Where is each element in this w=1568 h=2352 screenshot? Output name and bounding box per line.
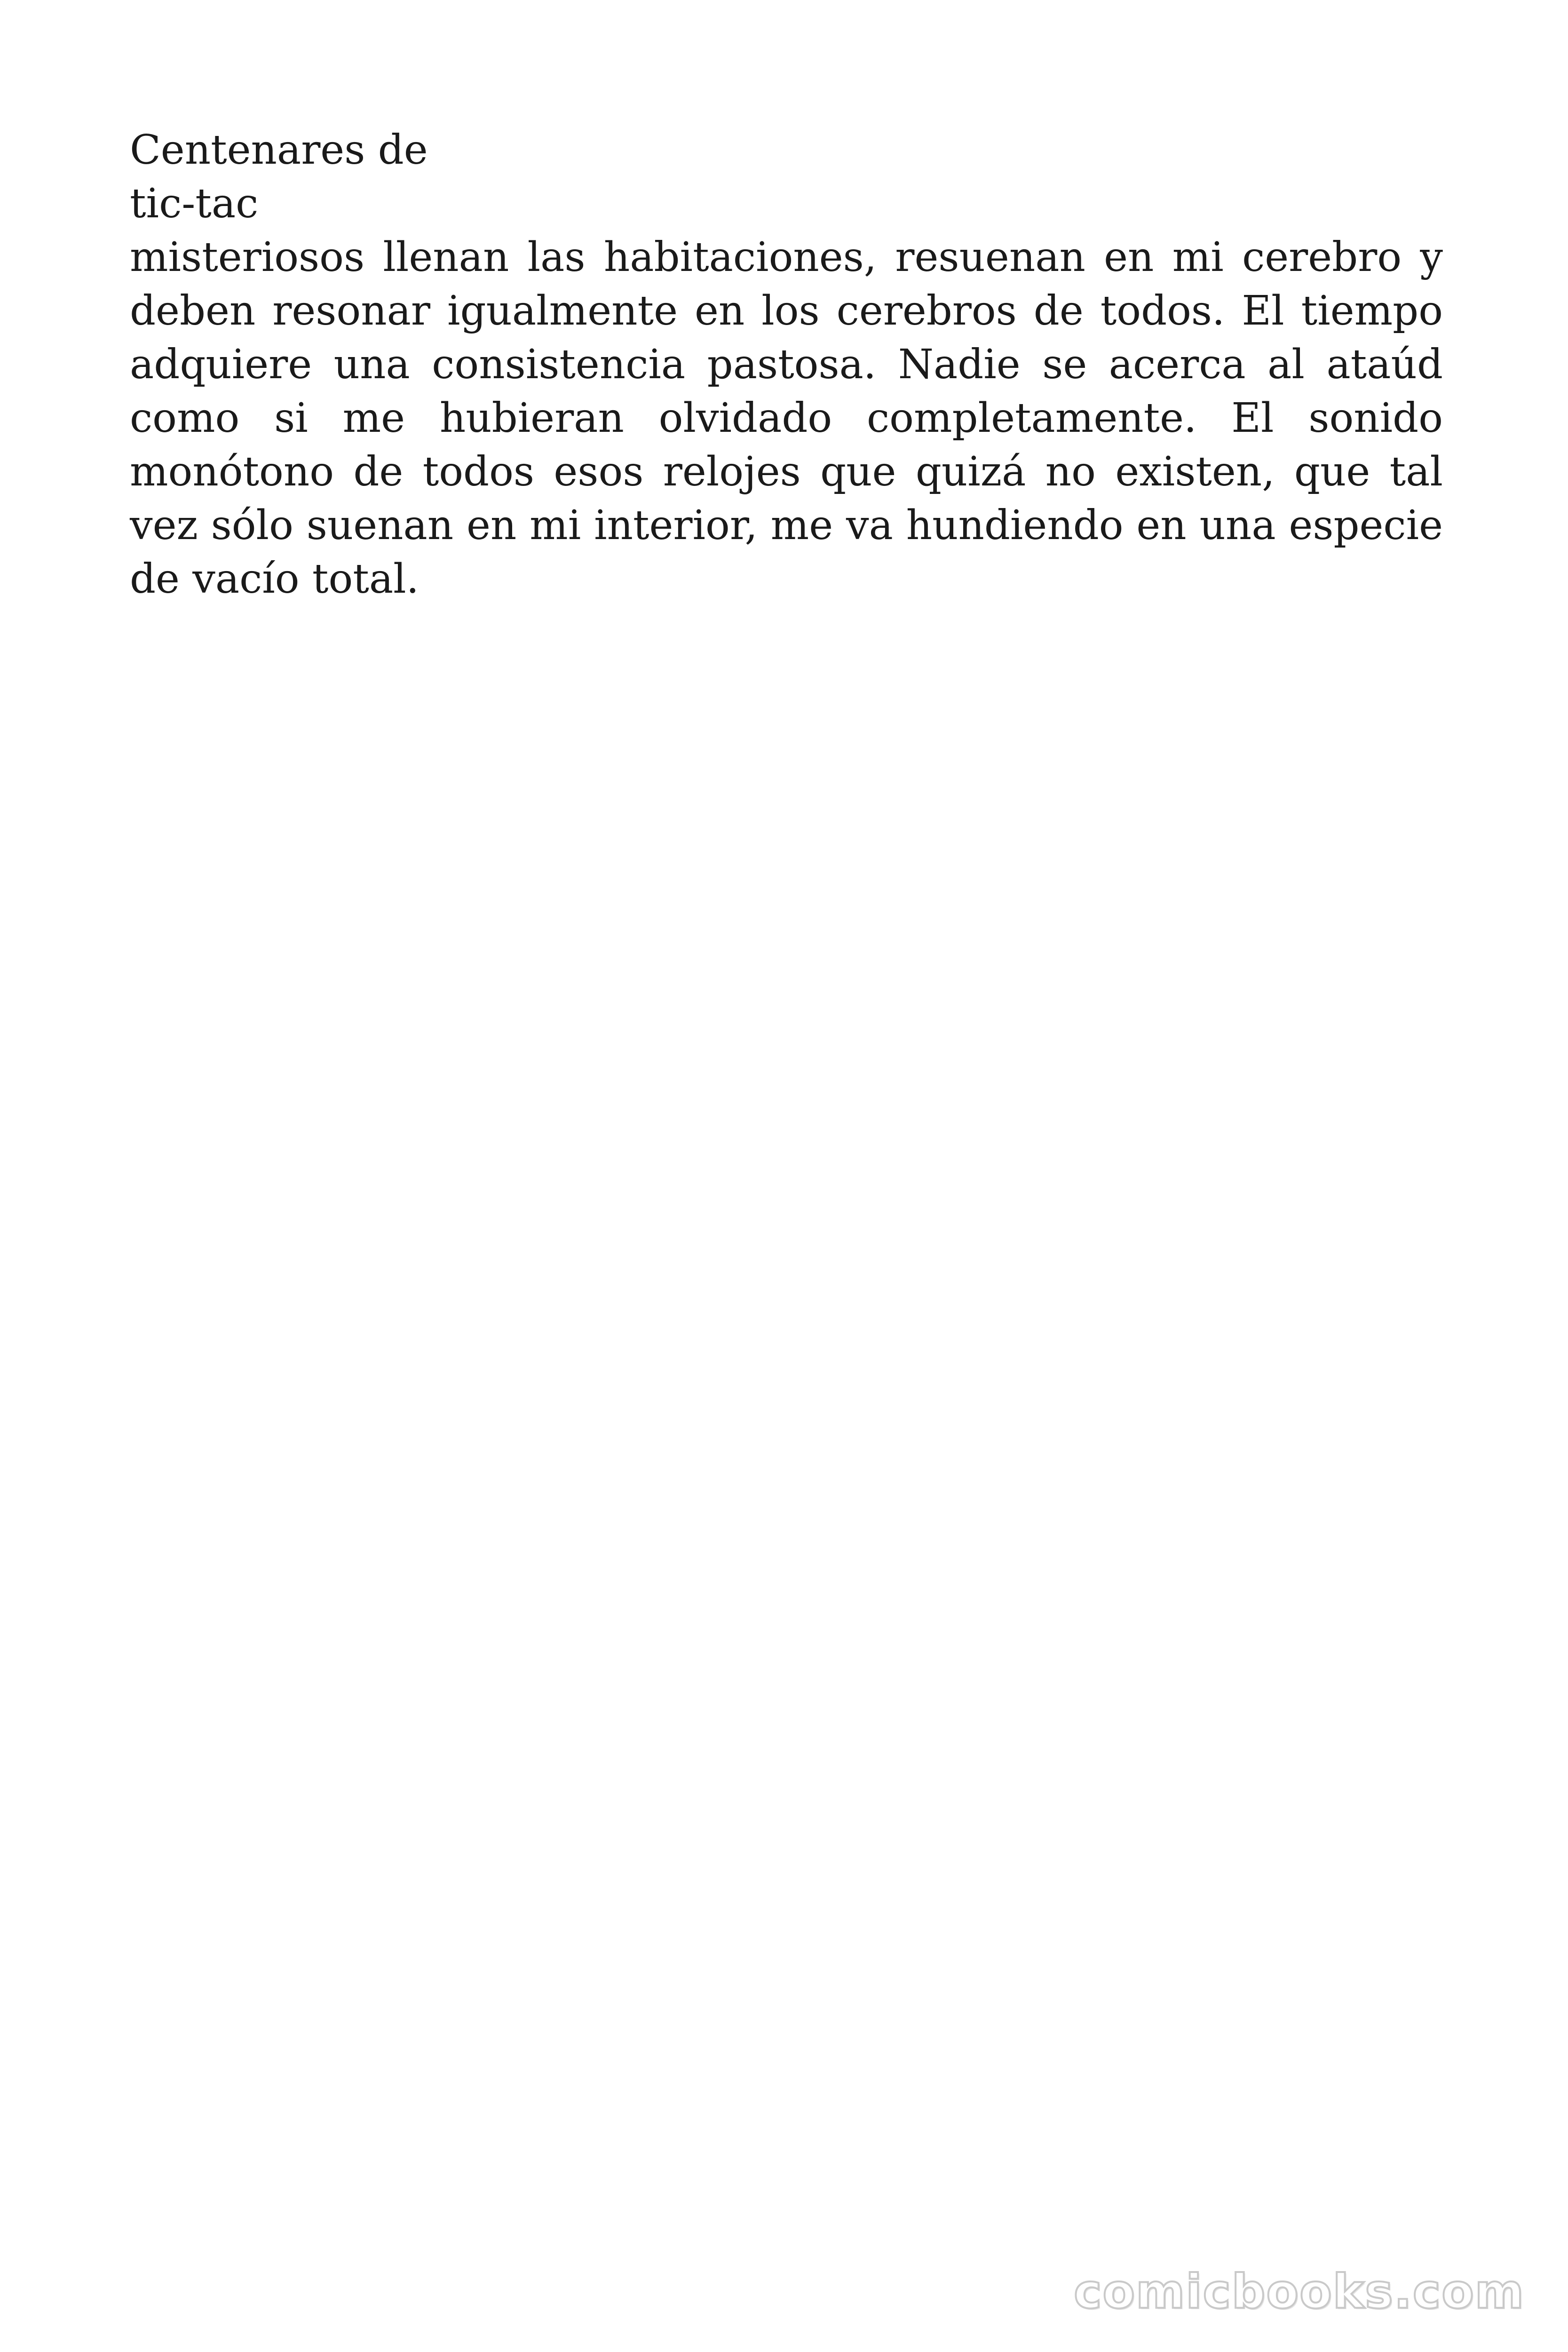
watermark: comicbooks.com [1074,2264,1525,2319]
body-text [130,123,1443,606]
text-line-centenares: Centenares de [130,127,428,174]
text-line-tictac: tic-tac [130,180,259,227]
body-paragraph: misteriosos llenan las habitaciones, resuenan en mi cerebro y deben resonar igualmente en los cerebros de todos. El tiempo adquiere una consistencia pastosa. Nadie se acerca al ataúd como si me hubieran olvidado completamente. El sonido monótono de todos esos relojes que quizá no existen, que tal vez sólo suenan en mi interior, me va hundiendo en una especie de vacío total. [130,234,1443,603]
